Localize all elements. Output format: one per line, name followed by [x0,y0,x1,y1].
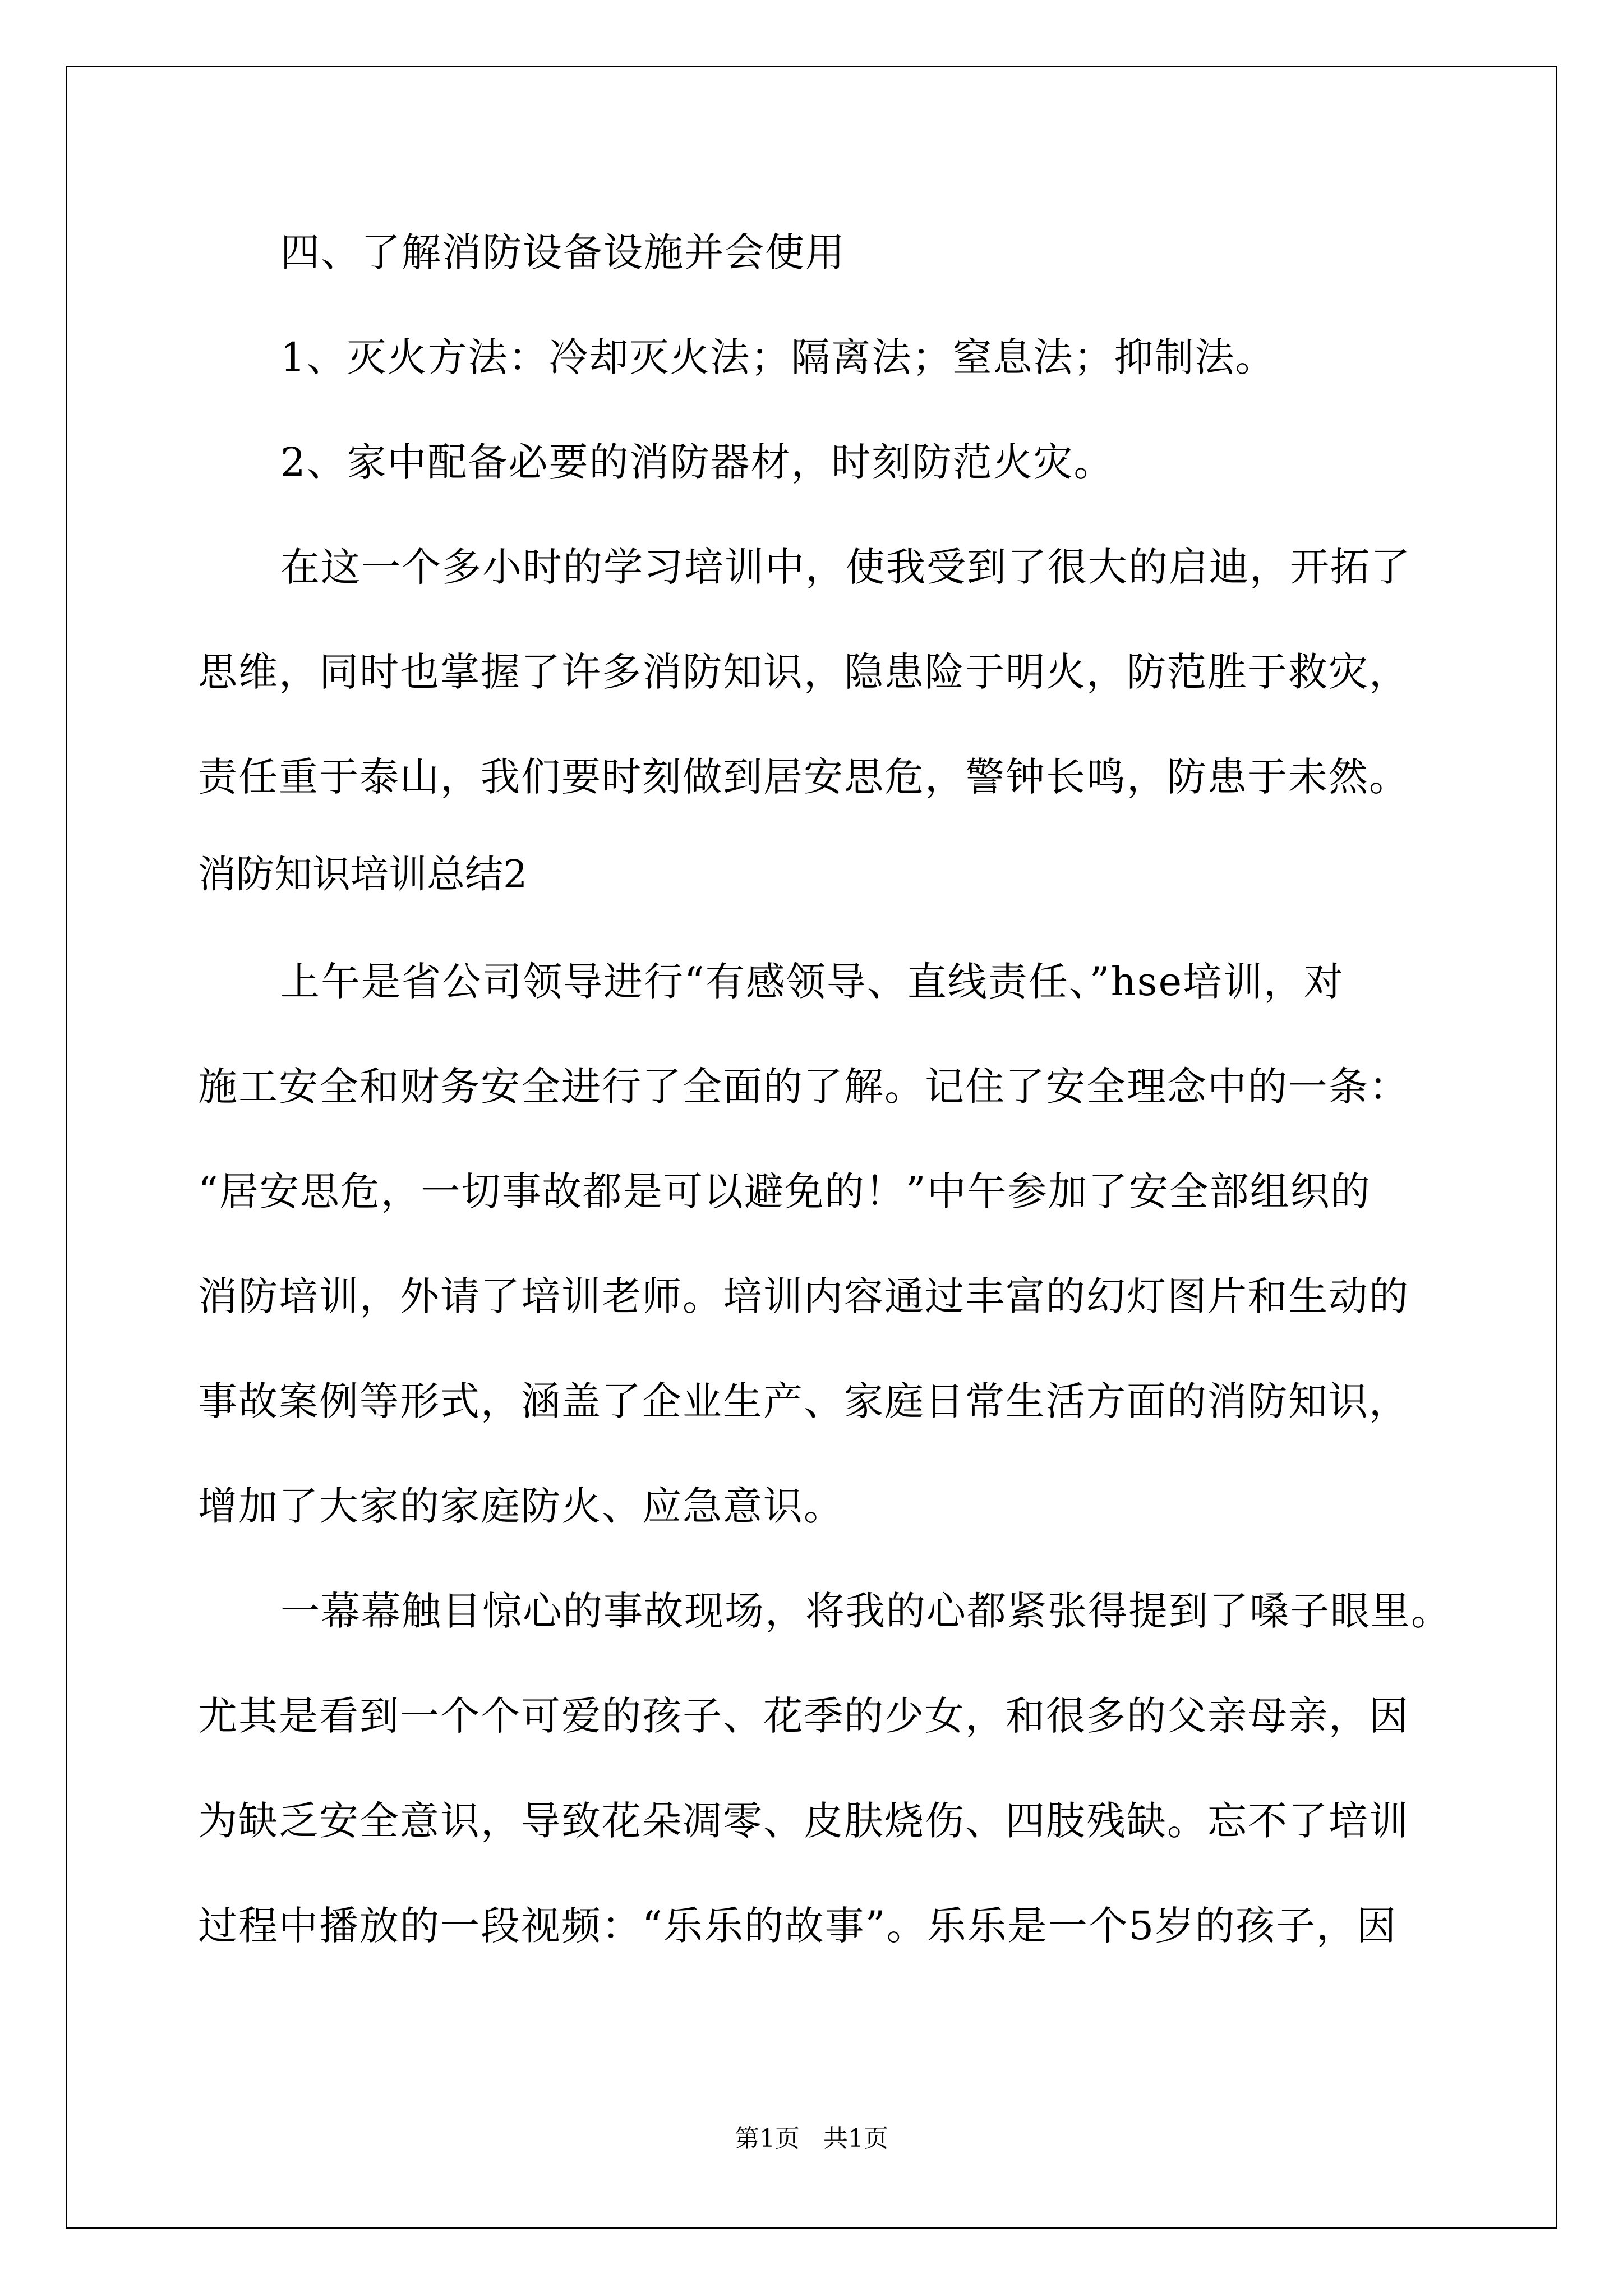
paragraph-line: 过程中播放的一段视频：“乐乐的故事”。乐乐是一个5岁的孩子，因 [198,1903,1398,1949]
paragraph-line: 施工安全和财务安全进行了全面的了解。记住了安全理念中的一条： [198,1064,1409,1110]
section-title: 消防知识培训总结2 [198,853,528,897]
list-item: 1、灭火方法：冷却灭火法；隔离法；窒息法；抑制法。 [280,334,1276,380]
paragraph-line: 责任重于泰山，我们要时刻做到居安思危，警钟长鸣，防患于未然。 [198,754,1409,800]
paragraph-line: 消防培训，外请了培训老师。培训内容通过丰富的幻灯图片和生动的 [198,1273,1409,1319]
paragraph-line: 尤其是看到一个个可爱的孩子、花季的少女，和很多的父亲母亲，因 [198,1693,1409,1739]
paragraph-line: 上午是省公司领导进行“有感领导、直线责任、”hse培训，对 [280,959,1345,1005]
paragraph-line: 一幕幕触目惊心的事故现场，将我的心都紧张得提到了嗓子眼里。 [280,1588,1451,1634]
paragraph-line: 事故案例等形式，涵盖了企业生产、家庭日常生活方面的消防知识， [198,1378,1409,1424]
paragraph-line: 为缺乏安全意识，导致花朵凋零、皮肤烧伤、四肢残缺。忘不了培训 [198,1798,1409,1844]
list-item: 2、家中配备必要的消防器材，时刻防范火灾。 [280,439,1114,485]
section-heading: 四、了解消防设备设施并会使用 [280,229,846,275]
paragraph-line: 增加了大家的家庭防火、应急意识。 [198,1483,844,1529]
paragraph-line: “居安思危，一切事故都是可以避免的！”中午参加了安全部组织的 [198,1168,1371,1214]
page-footer: 第1页 共1页 [735,2124,888,2153]
paragraph-line: 在这一个多小时的学习培训中，使我受到了很大的启迪，开拓了 [280,544,1411,590]
paragraph-line: 思维，同时也掌握了许多消防知识，隐患险于明火，防范胜于救灾， [198,649,1409,695]
